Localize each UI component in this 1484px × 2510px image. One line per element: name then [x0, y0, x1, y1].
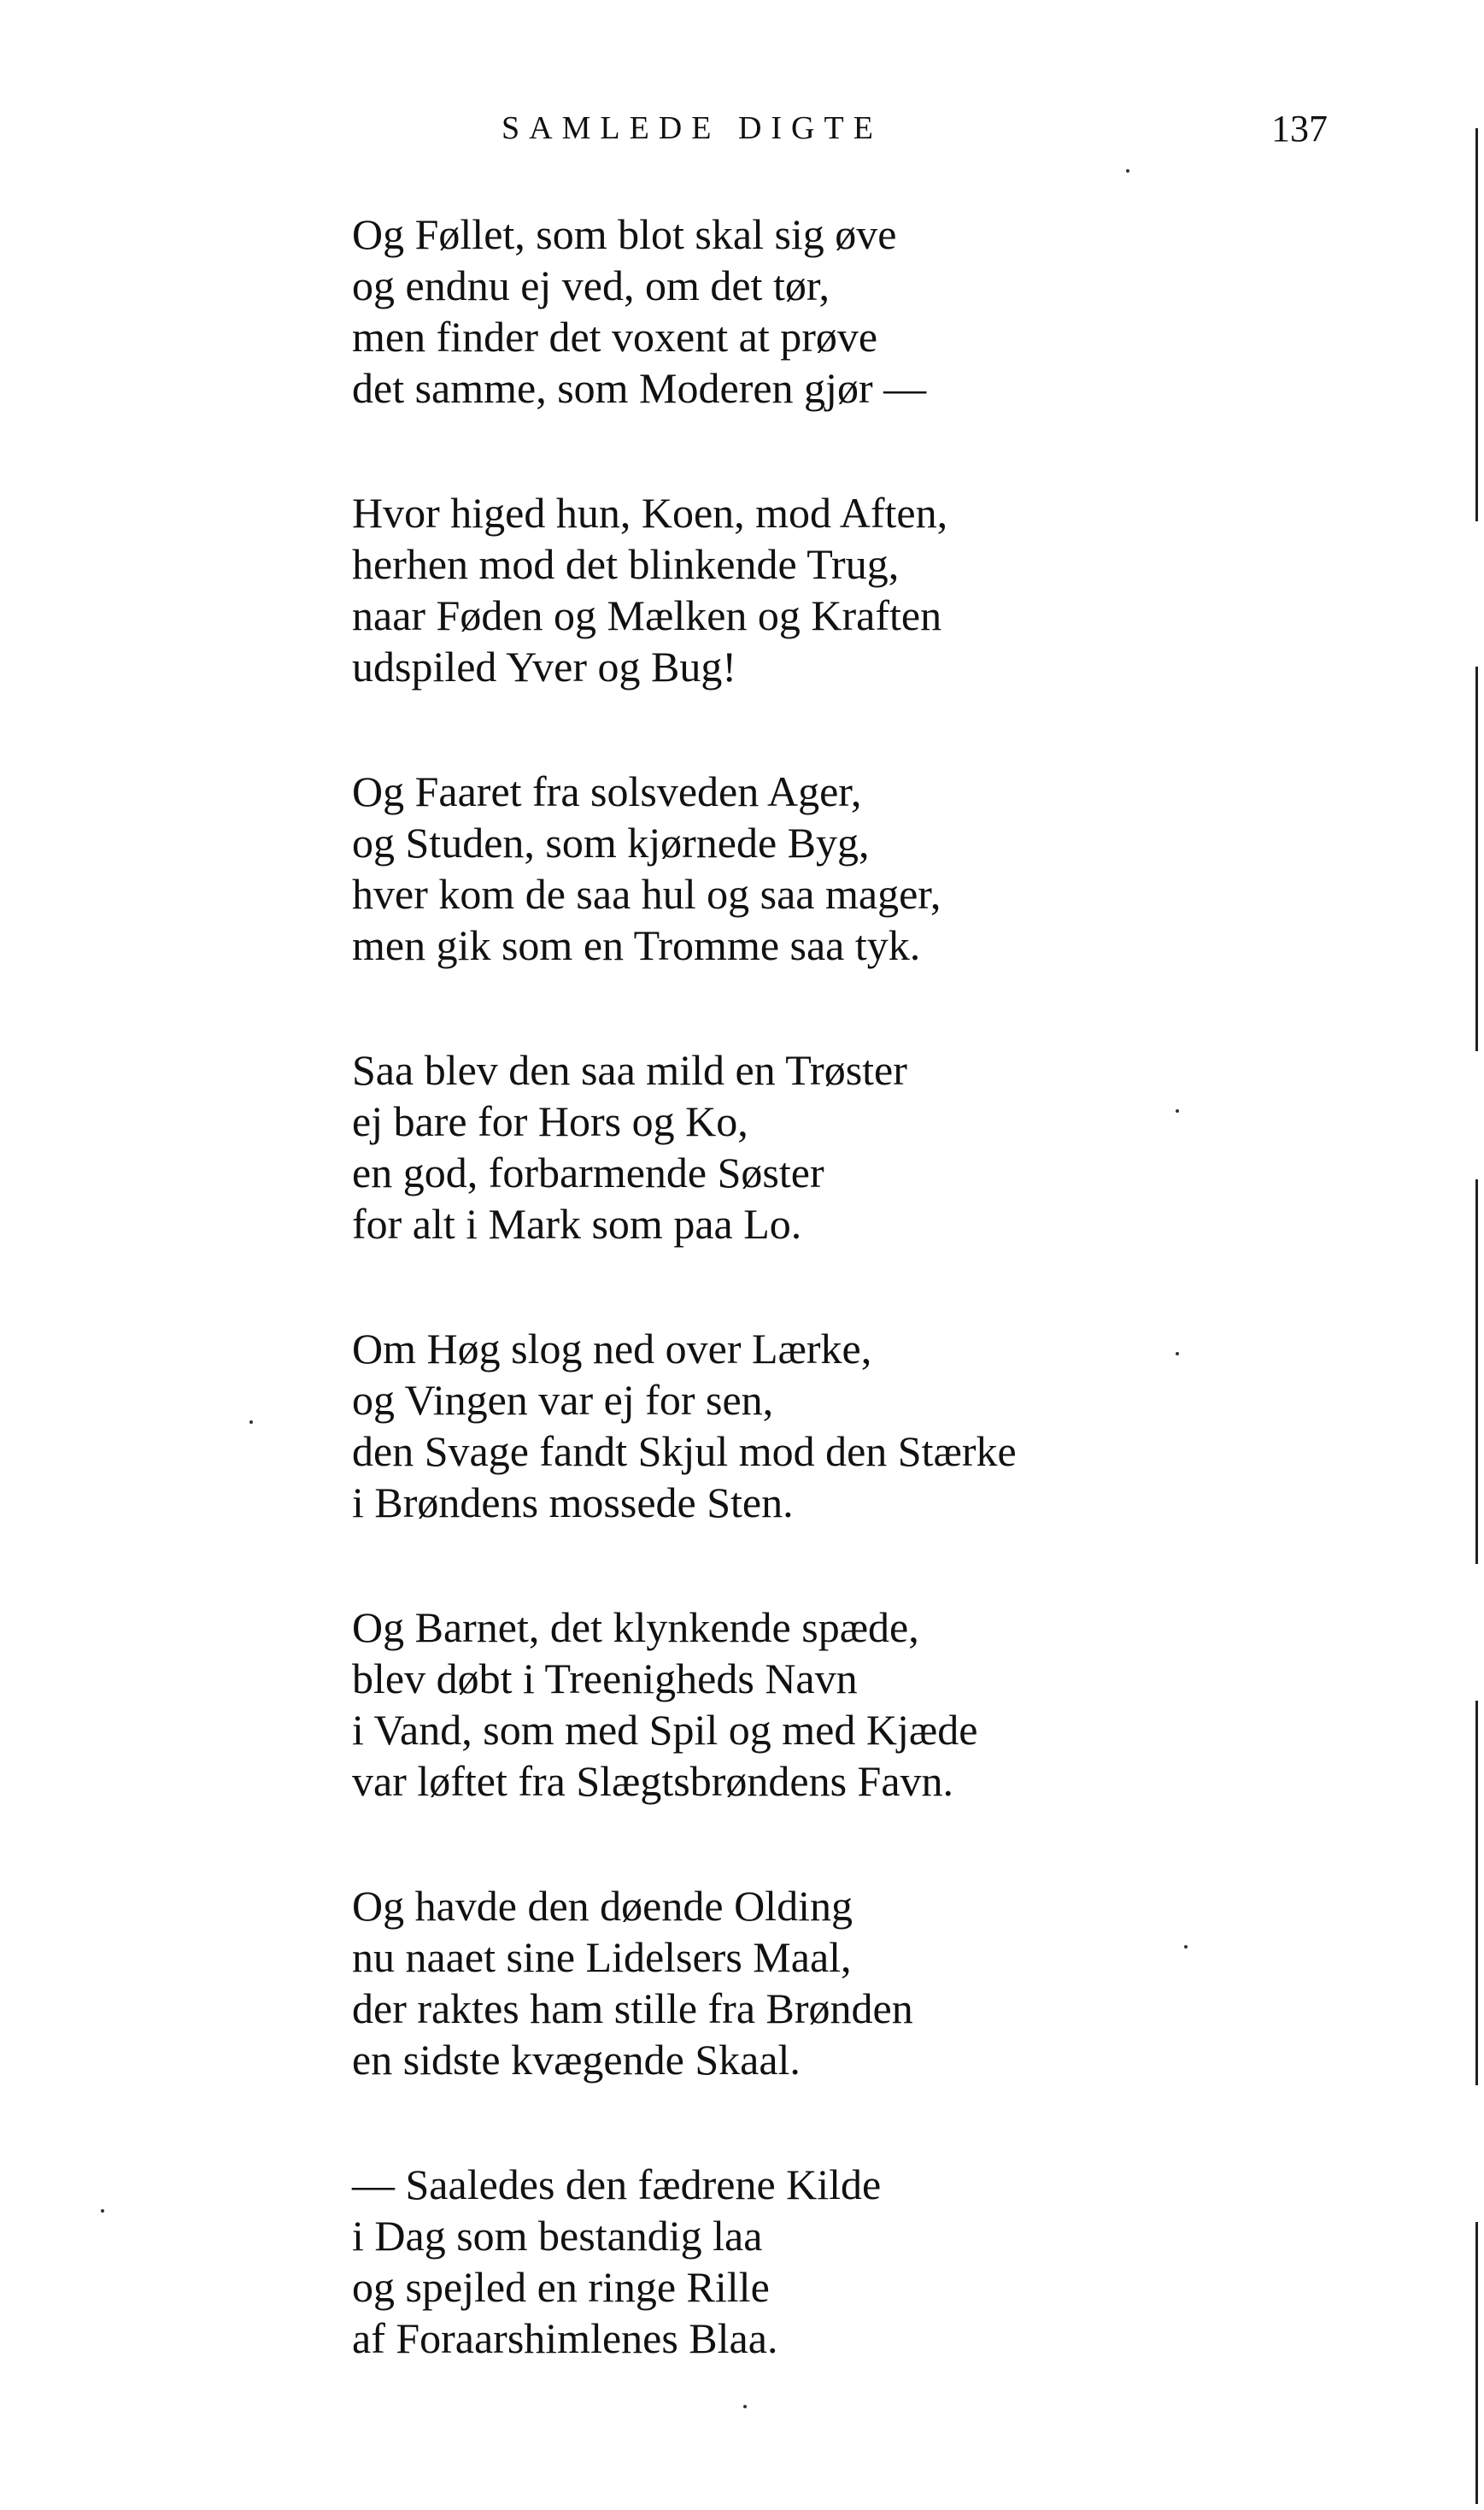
poem-line: for alt i Mark som paa Lo. [352, 1200, 802, 1248]
poem-line: i Brøndens mossede Sten. [352, 1478, 794, 1526]
stanza [352, 1602, 1292, 1807]
poem-line: hver kom de saa hul og saa mager, [352, 870, 941, 918]
scan-speck [743, 2405, 747, 2408]
poem-line: Om Høg slog ned over Lærke, [352, 1325, 872, 1373]
poem-line: en sidste kvægende Skaal. [352, 2036, 801, 2084]
stanza [352, 487, 1292, 692]
poem-line: den Svage fandt Skjul mod den Stærke [352, 1427, 1017, 1475]
poem-line: Og Barnet, det klynkende spæde, [352, 1603, 919, 1651]
scan-speck [1176, 1109, 1179, 1113]
poem-line: og spejled en ringe Rille [352, 2263, 770, 2311]
binding-edge-line [1475, 2222, 1478, 2504]
binding-edge-line [1475, 667, 1478, 1051]
poem-line: nu naaet sine Lidelsers Maal, [352, 1933, 852, 1981]
poem-line: Og havde den døende Olding [352, 1882, 853, 1930]
stanza [352, 1044, 1292, 1249]
poem-line: herhen mod det blinkende Trug, [352, 540, 900, 588]
poem-line: blev døbt i Treenigheds Navn [352, 1655, 858, 1702]
poem-line: af Foraarshimlenes Blaa. [352, 2314, 778, 2362]
poem-line: udspiled Yver og Bug! [352, 643, 737, 691]
poem-line: — Saaledes den fædrene Kilde [352, 2160, 882, 2208]
poem-line: og Vingen var ej for sen, [352, 1376, 774, 1424]
poem-line: var løftet fra Slægtsbrøndens Favn. [352, 1757, 954, 1805]
page-number: 137 [1271, 108, 1328, 150]
poem-line: Og Faaret fra solsveden Ager, [352, 767, 862, 815]
poem-line: Saa blev den saa mild en Trøster [352, 1046, 907, 1094]
scan-speck [1184, 1945, 1188, 1949]
scan-speck [101, 2209, 104, 2213]
stanza [352, 2159, 1292, 2364]
poem-line: en god, forbarmende Søster [352, 1149, 824, 1196]
poem-line: i Dag som bestandig laa [352, 2212, 763, 2260]
poem [352, 209, 1292, 2364]
poem-line: ej bare for Hors og Ko, [352, 1097, 748, 1145]
stanza [352, 1323, 1292, 1528]
poem-line: og endnu ej ved, om det tør, [352, 262, 830, 309]
stanza [352, 1880, 1292, 2085]
poem-line: Hvor higed hun, Koen, mod Aften, [352, 489, 948, 537]
poem-line: Og Føllet, som blot skal sig øve [352, 210, 897, 258]
running-title: SAMLEDE DIGTE [502, 110, 883, 146]
poem-line: og Studen, som kjørnede Byg, [352, 819, 870, 867]
poem-line: men finder det voxent at prøve [352, 313, 878, 361]
stanza [352, 209, 1292, 414]
scan-speck [1176, 1352, 1179, 1355]
stanza [352, 766, 1292, 971]
poem-line: men gik som en Tromme saa tyk. [352, 921, 921, 969]
scan-speck [1126, 169, 1129, 173]
poem-line: i Vand, som med Spil og med Kjæde [352, 1706, 978, 1754]
poem-line: det samme, som Moderen gjør — [352, 364, 927, 412]
binding-edge-line [1475, 128, 1478, 521]
binding-edge-line [1475, 1701, 1478, 2085]
scan-speck [249, 1420, 253, 1424]
poem-line: der raktes ham stille fra Brønden [352, 1984, 913, 2032]
poem-line: naar Føden og Mælken og Kraften [352, 591, 942, 639]
binding-edge-line [1475, 1179, 1478, 1564]
